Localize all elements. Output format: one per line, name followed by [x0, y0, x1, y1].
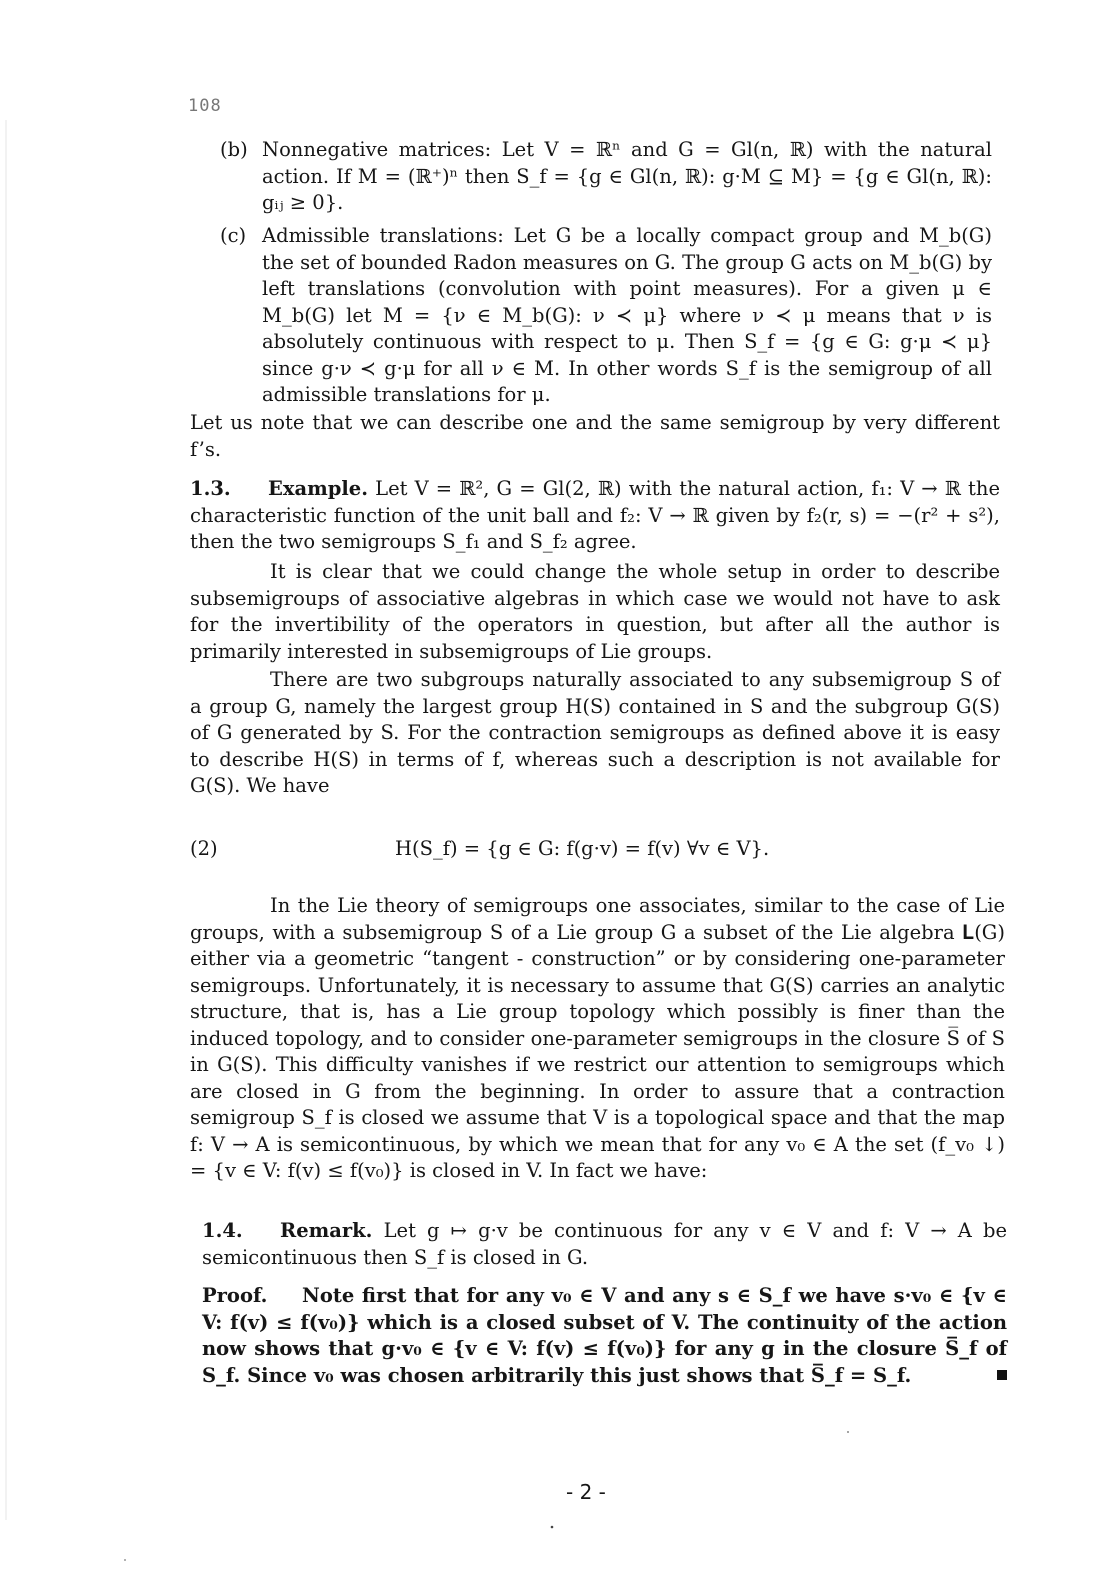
page-footer: - 2 - — [566, 1480, 606, 1504]
list-item-b-text: Nonnegative matrices: Let V = ℝⁿ and G = Gl(n, ℝ) with the natural action. If M = (ℝ⁺)ⁿ then S_f = {g ∈ Gl(n, ℝ): g·M ⊆ M} = {g ∈ Gl(n, ℝ): gᵢⱼ ≥ 0}. — [262, 138, 992, 214]
list-item-b-label: (b) — [220, 138, 248, 161]
proof-title: Proof. — [202, 1284, 268, 1307]
scan-dot — [551, 1526, 554, 1529]
remark-title: Remark. — [280, 1219, 373, 1242]
example-number: 1.3. — [190, 477, 231, 500]
page-number: 108 — [188, 96, 222, 116]
list-item-c-label: (c) — [220, 224, 247, 247]
remark-text: Let g ↦ g·v be continuous for any v ∈ V and f: V → A be semicontinuous then S_f is closed in G. — [202, 1219, 1007, 1269]
list-item-c-text: Admissible translations: Let G be a locally compact group and M_b(G) the set of bounded Radon measures on G. The group G acts on M_b(G) by left translations (convolution with point measures). For a given μ ∈ M_b(G) let M = {ν ∈ M_b(G): ν ≺ μ} where ν ≺ μ means that ν is absolutely continuous with respect to μ. Then S_f = {g ∈ G: g·μ ≺ μ} since g·ν ≺ g·μ for all ν ∈ M. In other words S_f is the semigroup of all admissible translations for μ. — [262, 224, 992, 406]
paragraph-lie-theory: In the Lie theory of semigroups one associates, similar to the case of Lie groups, with a subsemigroup S of a Lie group G a subset of the Lie algebra 𝐋(G) either via a geometric “tangent - construction” or by considering one-parameter semigroups. Unfortunately, it is necessary to assume that G(S) carries an analytic structure, that is, has a Lie group topology which possibly is finer than the induced topology, and to consider one-parameter semigroups in the closure S̅ of S in G(S). This difficulty vanishes if we restrict our attention to semigroups which are closed in G from the beginning. In order to assure that a contraction semigroup S_f is closed we assume that V is a topological space and that the map f: V → A is semicontinuous, by which we mean that for any v₀ ∈ A the set (f_v₀ ↓) = {v ∈ V: f(v) ≤ f(v₀)} is closed in V. In fact we have: — [190, 894, 1005, 1182]
example-title: Example. — [268, 477, 368, 500]
paragraph-note: Let us note that we can describe one and the same semigroup by very different f’s. — [190, 411, 1000, 461]
paragraph-two-subgroups: There are two subgroups naturally associated to any subsemigroup S of a group G, namely the largest group H(S) contained in S and the subgroup G(S) of G generated by S. For the contraction semigroups as defined above it is easy to describe H(S) in terms of f, whereas such a description is not available for G(S). We have — [190, 668, 1000, 797]
equation-formula: H(S_f) = {g ∈ G: f(g·v) = f(v) ∀v ∈ V}. — [395, 837, 770, 860]
example-text: Let V = ℝ², G = Gl(2, ℝ) with the natural action, f₁: V → ℝ the characteristic function of the unit ball and f₂: V → ℝ given by f₂(r, s) = −(r² + s²), then the two semigroups S_f₁ and S_f₂ agree. — [190, 477, 1000, 553]
proof-text: Note first that for any v₀ ∈ V and any s ∈ S_f we have s·v₀ ∈ {v ∈ V: f(v) ≤ f(v₀)} which is a closed subset of V. The continuity of the action now shows that g·v₀ ∈ {v ∈ V: f(v) ≤ f(v₀)} for any g in the closure S̅_f of S_f. Since v₀ was chosen arbitrarily this just shows that S̅_f = S_f. — [202, 1284, 1007, 1387]
remark-number: 1.4. — [202, 1219, 243, 1242]
paragraph-clear: It is clear that we could change the whole setup in order to describe subsemigroups of associative algebras in which case we would not have to ask for the invertibility of the operators in question, but after all the author is primarily interested in subsemigroups of Lie groups. — [190, 560, 1000, 663]
scan-dot — [124, 1559, 126, 1561]
equation-number: (2) — [190, 837, 218, 860]
scan-dot — [847, 1431, 849, 1433]
